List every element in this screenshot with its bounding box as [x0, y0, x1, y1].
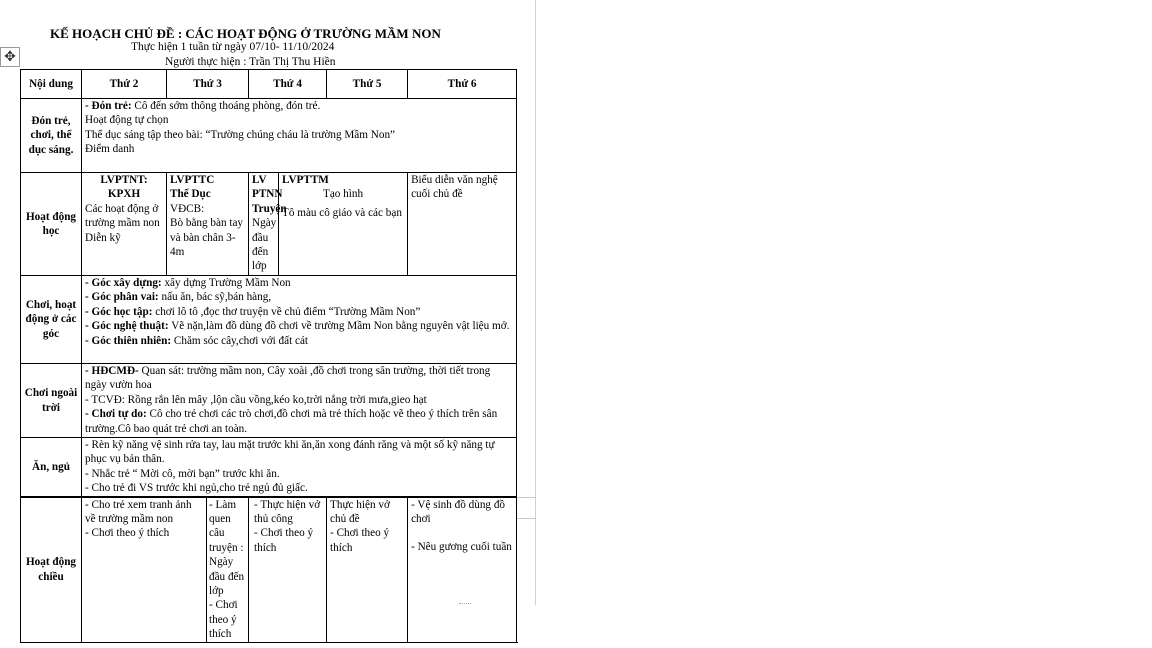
afternoon-tuesday: - Làm quen câu truyện : Ngày đầu đến lớp - Chơi theo ý thích: [207, 497, 249, 643]
outdoor-cell: - HĐCMĐ- Quan sát: trường mầm non, Cây xoài ,đồ chơi trong sân trường, thời tiết trong ngày vườn hoa - TCVĐ: Rồng rắn lên mây ,lộn cầu vồng,kéo ko,trời nắng trời mưa,gieo hạt - Chơi tự do: Cô cho trẻ chơi các trò chơi,đồ chơi mà trẻ thích hoặc vẽ theo ý thích trên sân trường.Cô bao quát trẻ chơi an toàn.: [82, 364, 517, 438]
weekly-plan-table: [20, 69, 517, 643]
row-label-outdoor: Chơi ngoài trời: [21, 364, 82, 438]
page-edge: [535, 0, 536, 605]
corners-cell: - Góc xây dựng: xây dựng Trường Mầm Non - Góc phân vai: nấu ăn, bác sỹ,bán hàng, - Góc học tập: chơi lô tô ,đọc thơ truyện về chủ điểm “Trường Mầm Non” - Góc nghệ thuật: Vẽ nặn,làm đồ dùng đồ chơi về trường Mầm Non bằng nguyên vật liệu mở. - Góc thiên nhiên: Chăm sóc cây,chơi với đất cát: [82, 276, 517, 364]
page-edge-mark: [516, 497, 536, 498]
corners-row: [21, 276, 517, 364]
outdoor-row: [21, 364, 517, 438]
afternoon-thursday: Thực hiện vở chủ đề - Chơi theo ý thích: [327, 497, 408, 643]
document-title: KẾ HOẠCH CHỦ ĐỀ : CÁC HOẠT ĐỘNG Ở TRƯỜNG MẦM NON: [50, 26, 441, 41]
header-friday: Thứ 6: [408, 70, 517, 99]
page-footer-mark: [459, 603, 471, 606]
page-edge-mark: [516, 518, 536, 519]
welcome-row: [21, 99, 517, 173]
move-icon[interactable]: ✥: [0, 47, 20, 67]
learning-tuesday: LVPTTC Thể Dục VĐCB: Bò bằng bàn tay và bàn chân 3-4m: [167, 173, 249, 276]
author-line: Người thực hiện : Trần Thị Thu Hiền: [165, 56, 336, 68]
afternoon-row: [21, 497, 517, 643]
row-label-afternoon: Hoạt động chiều: [21, 497, 82, 643]
row-label-welcome: Đón trẻ, chơi, thể dục sáng.: [21, 99, 82, 173]
row-label-learning: Hoạt động học: [21, 173, 82, 276]
header-tuesday: Thứ 3: [167, 70, 249, 99]
header-wednesday: Thứ 4: [249, 70, 327, 99]
afternoon-wednesday: - Thực hiện vở thủ công - Chơi theo ý thích: [249, 497, 327, 643]
welcome-cell: - Đón trẻ: Cô đến sớm thông thoáng phòng, đón trẻ. Hoạt động tự chọn Thể dục sáng tập theo bài: “Trường chúng cháu là trường Mầm Non” Điểm danh: [82, 99, 517, 173]
row-label-corners: Chơi, hoạt động ở các góc: [21, 276, 82, 364]
learning-friday: Biểu diễn văn nghệ cuối chủ đề: [408, 173, 517, 276]
learning-monday: LVPTNT: KPXH Các hoạt động ở trường mầm non Diễn kỹ: [82, 173, 167, 276]
header-content: Nội dung: [21, 70, 82, 99]
afternoon-friday: - Vệ sinh đồ dùng đồ chơi - Nêu gương cuối tuần: [408, 497, 517, 643]
date-range: Thực hiện 1 tuần từ ngày 07/10- 11/10/2024: [131, 41, 335, 53]
row-label-meals: Ăn, ngủ: [21, 438, 82, 497]
header-row: [21, 70, 517, 99]
afternoon-monday: - Cho trẻ xem tranh ảnh về trường mầm non - Chơi theo ý thích: [82, 497, 207, 643]
learning-row: [21, 173, 517, 276]
meals-row: [21, 438, 517, 497]
meals-cell: - Rèn kỹ năng vệ sinh rửa tay, lau mặt trước khi ăn,ăn xong đánh răng và một số kỹ năng tự phục vụ bản thân. - Nhắc trẻ “ Mời cô, mời bạn” trước khi ăn. - Cho trẻ đi VS trước khi ngủ,cho trẻ ngủ đủ giấc.: [82, 438, 517, 497]
learning-wednesday: LV PTNN Truyện Ngày đầu đến lớp: [249, 173, 279, 276]
header-monday: Thứ 2: [82, 70, 167, 99]
learning-thursday: LVPTTM Tạo hình Tô màu cô giáo và các bạn: [279, 173, 408, 276]
header-thursday: Thứ 5: [327, 70, 408, 99]
